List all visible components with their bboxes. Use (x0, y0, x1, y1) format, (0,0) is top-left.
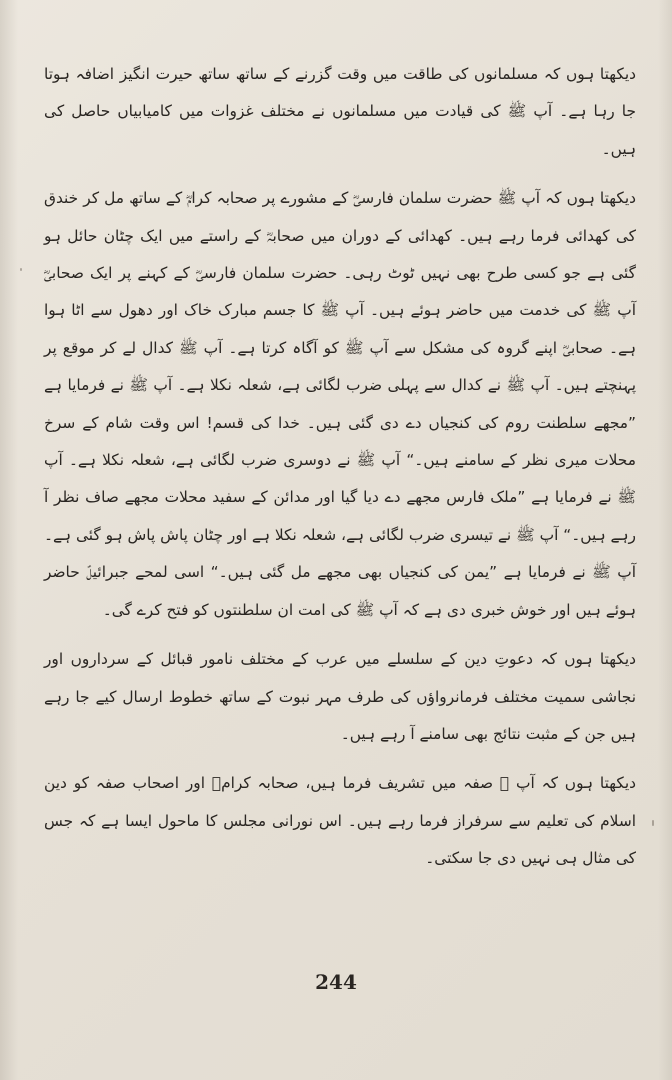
page-number: 244 (315, 970, 357, 994)
paragraph-4: دیکھتا ہوں کہ آپ ﷺ صفہ میں تشریف فرما ہیں، صحابہ کرامؓ اور اصحاب صفہ کو دین اسلام کی تعلیم سے سرفراز فرما رہے ہیں۔ اس نورانی مجلس کا ماحول ایسا ہے کہ جس کی مثال ہی نہیں دی جا سکتی۔ (44, 774, 636, 868)
paragraph-1: دیکھتا ہوں کہ مسلمانوں کی طاقت میں وقت گزرنے کے ساتھ ساتھ حیرت انگیز اضافہ ہوتا جا رہا ہے۔ آپ ﷺ کی قیادت میں مسلمانوں نے مختلف غزوات میں کامیابیاں حاصل کی ہیں۔ (44, 65, 636, 158)
page-text (44, 56, 636, 890)
paper-speck (20, 268, 22, 271)
paragraph-3: دیکھتا ہوں کہ دعوتِ دین کے سلسلے میں عرب کے مختلف نامور قبائل کے سرداروں اور نجاشی سمیت مختلف فرمانرواؤں کی طرف مہر نبوت کے ساتھ خطوط ارسال کیے جا رہے ہیں جن کے مثبت نتائج بھی سامنے آ رہے ہیں۔ (44, 650, 636, 743)
paragraph-2: دیکھتا ہوں کہ آپ ﷺ حضرت سلمان فارسیؓ کے مشورے پر صحابہ کرامؓ کے ساتھ مل کر خندق کی کھدائی فرما رہے ہیں۔ کھدائی کے دوران میں صحابہؓ کے راستے میں ایک چٹان حائل ہو گئی ہے جو کسی طرح بھی نہیں ٹوٹ رہی۔ حضرت سلمان فارسیؓ کے کہنے پر ایک صحابیؓ آپ ﷺ کی خدمت میں حاضر ہوئے ہیں۔ آپ ﷺ کا جسم مبارک خاک اور دھول سے اٹا ہوا ہے۔ صحابیؓ اپنے گروہ کی مشکل سے آپ ﷺ کو آگاہ کرتا ہے۔ آپ ﷺ کدال لے کر موقع پر پہنچتے ہیں۔ آپ ﷺ نے کدال سے پہلی ضرب لگائی ہے، شعلہ نکلا ہے۔ آپ ﷺ نے فرمایا ہے ”مجھے سلطنت روم کی کنجیاں دے دی گئی ہیں۔ خدا کی قسم! اس وقت شام کے سرخ محلات میری نظر کے سامنے ہیں۔“ آپ ﷺ نے دوسری ضرب لگائی ہے، شعلہ نکلا ہے۔ آپ ﷺ نے فرمایا ہے ”ملک فارس مجھے دے دیا گیا اور مدائن کے سفید محلات مجھے صاف نظر آ رہے ہیں۔“ آپ ﷺ نے تیسری ضرب لگائی ہے، شعلہ نکلا ہے اور چٹان پاش پاش ہو گئی ہے۔ آپ ﷺ نے فرمایا ہے ”یمن کی کنجیاں بھی مجھے مل گئی ہیں۔“ اسی لمحے جبرائیلؑ حاضر ہوئے ہیں اور خوش خبری دی ہے کہ آپ ﷺ کی امت ان سلطنتوں کو فتح کرے گی۔ (44, 189, 636, 619)
paper-speck (652, 820, 654, 826)
